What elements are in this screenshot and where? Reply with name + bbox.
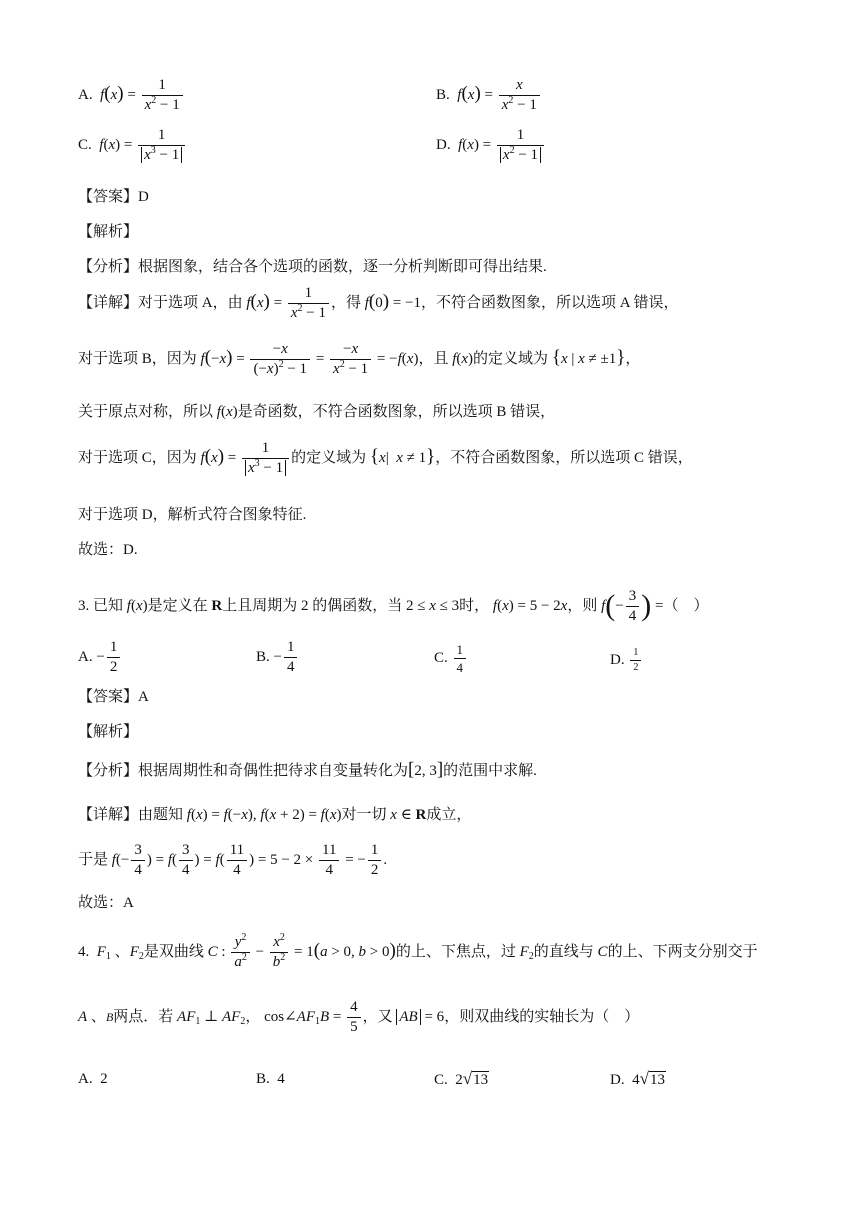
q3-option-c: C. $\frac{1}{4}$ — [434, 643, 468, 674]
q4-option-a: A. 2 — [78, 1071, 108, 1087]
q3-derivation: 于是 f(− $\frac{3}{4}$ ) = f( $\frac{3}{4}$ ) = f( $\frac{11}{4}$ ) = 5 − 2 × $\frac{11}{4}$ = − $\frac{1}{2}$ . — [78, 842, 388, 878]
q2-detail-b: 对于选项 B，因为 f(−x) = $\frac{-x}{(-x)^2 - 1}$ = $\frac{-x}{x^2 - 1}$ = −f(x)，且 f(x)的定义域为 {x | x ≠ ±1}， — [78, 341, 641, 377]
q2-option-d: D. f(x) = $\frac{1}{x^2 - 1}$ — [436, 128, 546, 163]
q2-detail-c: 对于选项 C，因为 f(x) = $\frac{1}{x^3 - 1}$ 的定义域为 {x| x ≠ 1}，不符合函数图象，所以选项 C 错误， — [78, 440, 693, 476]
q3-option-a: A. − $\frac{1}{2}$ — [78, 640, 122, 675]
q3-stem: 3. 已知 f(x)是定义在 R上且周期为 2 的偶函数，当 2 ≤ x ≤ 3时， f(x) = 5 − 2x，则 f(− $\frac{3}{4}$ ) =（ ） — [78, 588, 709, 624]
q2-option-c: C. f(x) = $\frac{1}{x^3 - 1}$ — [78, 128, 187, 163]
q2-option-b: B. f(x) = $\frac{x}{x^2 - 1}$ — [436, 78, 542, 113]
q2-answer: 【答案】D — [78, 189, 149, 205]
q3-choose: 故选：A — [78, 895, 134, 911]
q2-analysis-heading: 【解析】 — [78, 224, 139, 240]
q4-option-d: D. 4√13 — [610, 1069, 665, 1088]
q3-option-d: D. $\frac{1}{2}$ — [610, 648, 643, 673]
q2-detail-d: 对于选项 D，解析式符合图象特征. — [78, 507, 307, 523]
q4-stem-line1: 4. $F_1$ 、$F_2$是双曲线 C : $\frac{y^2}{a^2}$ − $\frac{x^2}{b^2}$ = 1(a > 0, b > 0)的上、下焦点，过 $F_2$的直线与 C的上、下两支分别交于 — [78, 932, 758, 970]
q3-analysis-heading: 【解析】 — [78, 724, 139, 740]
q3-answer: 【答案】A — [78, 689, 149, 705]
q2-detail-b2: 关于原点对称，所以 f(x)是奇函数，不符合函数图象，所以选项 B 错误， — [78, 404, 556, 420]
q4-option-c: C. 2√13 — [434, 1069, 489, 1088]
q2-option-a: A. f(x) = $\frac{1}{x^2 - 1}$ — [78, 78, 185, 113]
q2-detail-a: 【详解】对于选项 A，由 f(x) = $\frac{1}{x^2 - 1}$ ，得 f(0) = −1，不符合函数图象，所以选项 A 错误， — [78, 285, 679, 321]
q2-analysis: 【分析】根据图象，结合各个选项的函数，逐一分析判断即可得出结果. — [78, 259, 547, 275]
q2-choose: 故选：D. — [78, 542, 138, 558]
q4-option-b: B. 4 — [256, 1071, 285, 1087]
q3-detail: 【详解】由题知 f(x) = f(−x), f(x + 2) = f(x)对一切 x ∈ R成立， — [78, 807, 472, 823]
q4-stem-line2: A 、B两点．若 $AF_1$ ⊥ $AF_2$， $\cos\angle AF_1B$ = $\frac{4}{5}$ ，又 AB = 6，则双曲线的实轴长为（ ） — [78, 999, 640, 1035]
q3-option-b: B. − $\frac{1}{4}$ — [256, 640, 299, 675]
q3-analysis: 【分析】根据周期性和奇偶性把待求自变量转化为[2, 3]的范围中求解. — [78, 759, 537, 780]
